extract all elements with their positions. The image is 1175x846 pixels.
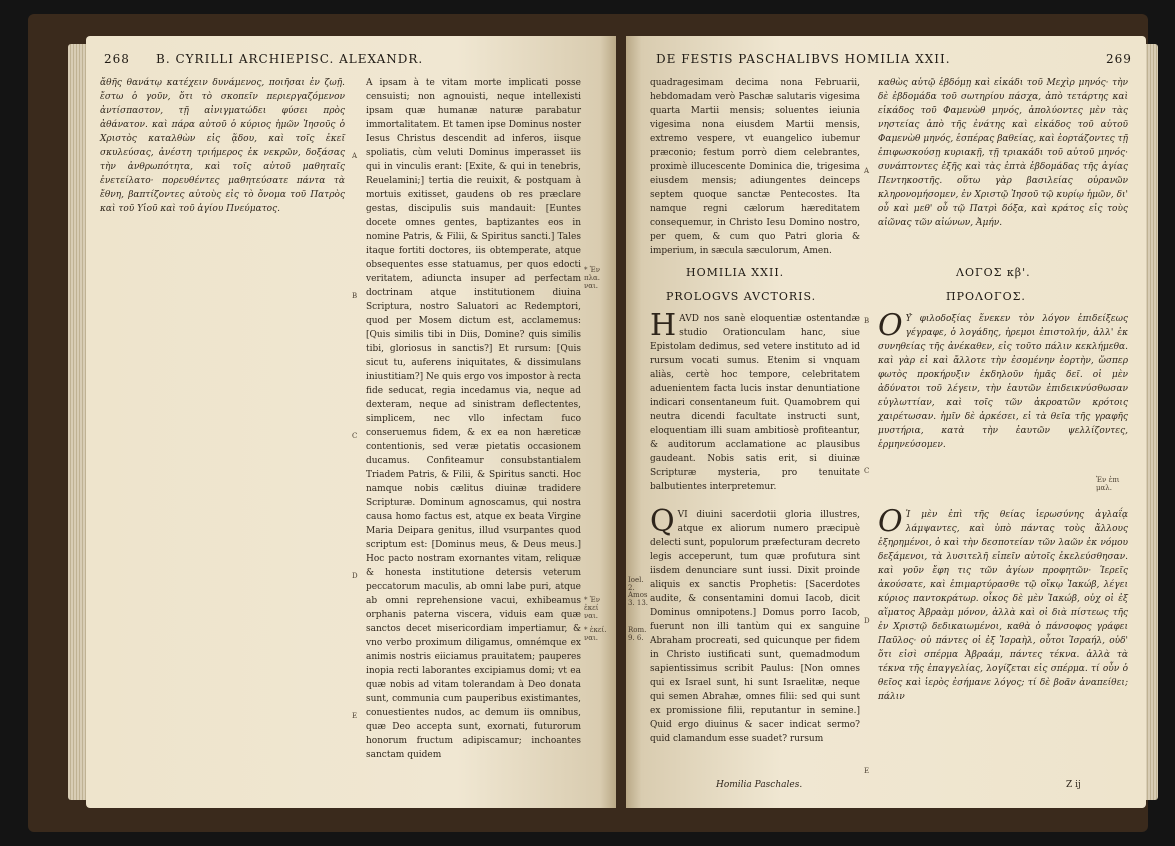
drop-cap-q: Q	[650, 504, 675, 539]
margin-letter-a: A	[352, 152, 358, 160]
prologue-greek-column	[878, 308, 1128, 498]
left-running-head: B. CYRILLI ARCHIEPISC. ALEXANDR.	[156, 52, 424, 66]
right-latin-top: quadragesimam decima nona Februarii, hebdomadam verò Paschæ salutaris vigesima quarta Martii mensis; soluentes ieiunia vigesima nona eiusdem Martii mensis, extremo vespere, vt euangelico iubemur præconio; festum porrò diem celebrantes, proximè illucescente Dominica die, trigesima eiusdem mensis; adiungentes deinceps septem quoque sanctæ Pentecostes. Ita namque regni cælorum hæreditatem consequemur, in Christo Iesu Domino nostro, per quem, & cum quo Patri gloria & imperium, in sæcula sæculorum, Amen.	[650, 78, 860, 256]
prologue-latin-text: AVD nos sanè eloquentiæ ostentandæ studio Orationculam hanc, siue Epistolam dedimus, sed vetere instituto ad id rursum vocati sumus. Etenim si vnquam aliàs, certè hoc tempore, celebritatem aduenientem facta lucis instar denuntiatione indicari consentaneum fuit. Quamobrem qui neutra dicendi facultate instructi sunt, eloquentiam illi suam ambitiosè profiteantur, & auditorum acclamatione ac plausibus gaudeant. Nobis satis erit, si diuinæ Scripturæ mysteria, pro tenuitate balbutientes interpretemur.	[650, 314, 860, 492]
left-page-number: 268	[104, 52, 130, 66]
margin-letter-b: B	[352, 292, 358, 300]
footer-sheet-mark: Z ij	[1066, 780, 1081, 790]
right-greek-top: καθὼς αὐτῷ ἑβδόμῃ καὶ εἰκάδι τοῦ Μεχὶρ μηνός· τὴν δὲ ἑβδομάδα τοῦ σωτηρίου πάσχα, ἀπὸ τετάρτης καὶ εἰκάδος τοῦ Φαμενὼθ μηνός, ἀπολύοντες μὲν τὰς νηστείας ἀπὸ τῆς ἐνάτης καὶ εἰκάδος τοῦ αὐτοῦ Φαμενὼθ μηνός, ἑσπέρας βαθείας, καὶ ἑορτάζοντες τῇ ἐπιφωσκούσῃ κυριακῇ, τῇ τριακάδι τοῦ αὐτοῦ μηνός· συνάπτοντες ἑξῆς καὶ τὰς ἑπτὰ ἑβδομάδας τῆς ἁγίας Πεντηκοστῆς. οὕτω γὰρ βασιλείας οὐρανῶν κληρονομήσομεν, ἐν Χριστῷ Ἰησοῦ τῷ κυρίῳ ἡμῶν, δι' οὗ καὶ μεθ' οὗ τῷ Πατρὶ δόξα, καὶ κράτος εἰς τοὺς αἰῶνας τῶν αἰώνων, Ἀμήν.	[878, 78, 1128, 228]
prologue-title-greek: ΠΡΟΛΟΓΟΣ.	[946, 290, 1026, 303]
book-spread	[28, 14, 1148, 832]
homily-greek-column	[878, 504, 1128, 776]
left-greek-text: ἄθῆς θανάτῳ κατέχειν δυνάμενος, ποιῆσαι ἐν ζωῇ. ἔστω ὁ γοῦν, ὅτι τὸ σκοπεῖν περιεργαζόμενον ἀντίσπαστον, τῇ αἰνιγματώδει φύσει πρὸς ἀθάνατον. καὶ πάρα αὐτοῦ ὁ κύριος ἡμῶν Ἰησοῦς ὁ Χριστὸς καταλθὼν εἰς ᾅδου, καὶ τοῖς ἐκεῖ σκυλεύσας, ἀνέστη τριήμερος ἐκ νεκρῶν, δοξάσας τὴν ἀνθρωπότητα, καὶ τοῖς αὐτοῦ μαθηταῖς ἐνετείλατο· πορευθέντες μαθητεύσατε πάντα τὰ ἔθνη, βαπτίζοντες αὐτοὺς εἰς τὸ ὄνομα τοῦ Πατρὸς καὶ τοῦ Υἱοῦ καὶ τοῦ ἁγίου Πνεύματος.	[100, 78, 345, 214]
right-running-head: DE FESTIS PASCHALIBVS HOMILIA XXII.	[656, 52, 951, 66]
right-margin-note-3: Rom. 9. 6.	[628, 626, 647, 642]
left-page	[86, 36, 616, 808]
homily-latin-column	[650, 504, 860, 776]
margin-letter-d: D	[352, 572, 358, 580]
right-margin-note-1: Ioel. 2.	[628, 576, 644, 592]
prologue-latin-column	[650, 308, 860, 498]
margin-letter-c: C	[352, 432, 358, 440]
right-margin-note-2: Amos 3. 13.	[628, 591, 649, 607]
left-margin-note-2: * Ἐν ἐκεί ναι.	[584, 596, 600, 620]
left-latin-column	[366, 76, 581, 796]
left-latin-text: A ipsam à te vitam morte implicati posse censuisti; non agnouisti, neque intellexisti ipsam quæ humanæ naturæ parabatur immortalitatem. Et tamen ipse Dominus noster Iesus Christus descendit ad inferos, iisque spoliatis, cùm veluti Dominus imperasset iis qui in vinculis erant: [Exite, & qui in tenebris, Reuelamini;] tertia die reuixit, & postquam à mortuis exitisset, gaudens ob res præclare gestas, discipulis suis mandauit: [Euntes docete omnes gentes, baptizantes eos in nomine Patris, & Filii, & Spiritus sancti.] Tales itaque fortiti doctores, iis obtemperate, atque obsequentes esse statuamus, per quos edocti veritatem, adiuncta insuper ad perfectam doctrinam atque institutionem diuina Scriptura, nostro Saluatori ac Redemptori, quod per Mosem dictum est, acclamemus: [Quis similis tibi in Diis, Domine? quis similis tibi, gloriosus in sanctis?] Et rursum: [Quis sicut tu, auferens iniquitates, & dissimulans iniustitiam?] Ne quis ergo vos impostor à recta fide seducat, regia incedamus via, neque ad dexteram, neque ad sinistram deflectentes, simplicem, nec vllo infectam fuco conseruemus fidem, & ex ea non hæreticæ contentionis, sed veræ pietatis occasionem ducamus. Confiteamur consubstantialem Triadem Patris, & Filii, & Spiritus sancti. Hoc namque nobis cælitus diuinæ tradidere Scripturæ. Dominum agnoscamus, qui nostra causa homo factus est, atque ex beata Virgine Maria Deipara genitus, illud vsurpantes quod scriptum est: [Dominus meus, & Deus meus.] Hoc pacto nostram exornantes vitam, reliquæ & honesta institutione detersis veterum peccatorum maculis, ab omni labe puri, atque ab omni reprehensione vacui, exhibeamus orphanis paterna viscera, viduis eam quæ sanctos decet misericordiam impertiamur, & vno verbo proximum diligamus, omnémque ex animis nostris eiiciamus prauitatem; pauperes inopia recti laborantes excipiamus domi; vt ea quæ nobis ad vitam tolerandam à Deo donata sunt, communia cum pauperibus existimantes, conuestientes nudos, ac demum iis omnibus, quæ Deo accepta sunt, exornati, futurorum honorum fructum adipiscamur; inchoantes sanctam quidem	[366, 78, 581, 760]
homily-title-latin: HOMILIA XXII.	[686, 266, 785, 279]
right-page-number: 269	[1106, 52, 1132, 66]
left-greek-column	[100, 76, 345, 796]
left-margin-letters	[352, 86, 362, 786]
homily-title-greek: ΛΟΓΟΣ κβ'.	[956, 266, 1031, 279]
margin-letter-e: E	[352, 712, 358, 720]
page-edges-left	[68, 44, 88, 800]
prologue-title-latin: PROLOGVS AVCTORIS.	[666, 290, 817, 303]
drop-cap-o-2: Ο	[878, 504, 903, 539]
homily-greek-text: Ἱ μὲν ἐπὶ τῆς θείας ἱερωσύνης ἀγλαΐᾳ λάμψαντες, καὶ ὑπὸ πάντας τοὺς ἄλλους ἐξηρημένοι, ὁ καὶ τὴν δεσποτείαν τῶν λαῶν ἐκ νόμου δεξάμενοι, τὰ λυσιτελῆ εἰπεῖν αὐτοῖς ἐκελεύσθησαν. καὶ γοῦν ἔφη τις τῶν ἁγίων προφητῶν· Ἱερεῖς ἀκούσατε, καὶ ἐπιμαρτύρασθε τῷ οἴκῳ Ἰακώβ, λέγει κύριος παντοκράτωρ. οἶκος δὲ μὲν Ἰακώβ, οὐχ οἱ ἐξ αἵματος Ἀβραὰμ μόνον, ἀλλὰ καὶ οἱ διὰ πίστεως τῆς ἐν Χριστῷ δεδικαιωμένοι, καθὰ ὁ πάνσοφος γράφει Παῦλος· οὐ πάντες οἱ ἐξ Ἰσραὴλ, οὗτοι Ἰσραήλ, οὐδ' ὅτι εἰσὶ σπέρμα Ἀβραάμ, πάντες τέκνα. ἀλλὰ τὰ τέκνα τῆς ἐπαγγελίας, λογίζεται εἰς σπέρμα. τί οὖν ὁ θεῖος καὶ ἱερὸς ἐσήμανε λόγος; τί δὲ βοᾶν ἀναπείθει; πάλιν	[878, 510, 1128, 702]
drop-cap-o-1: Ο	[878, 308, 903, 343]
footer-signature: Homilia Paschales.	[716, 780, 803, 790]
left-margin-note-1: * Ἐν πλα. ναι.	[584, 266, 600, 290]
drop-cap-h: H	[650, 308, 677, 343]
prologue-greek-text: Υ̓ φιλοδοξίας ἕνεκεν τὸν λόγον ἐπιδείξεως γέγραφε, ὁ λογάδης, ἠρεμοι ἐπιστολήν, ἀλλ' ἐκ συνηθείας τῆς ἀνέκαθεν, εἰς τοῦτο πάλιν κεκλήμεθα. καὶ γὰρ εἰ καὶ ἄλλοτε τὴν ἐσομένην ἑορτὴν, ὥσπερ φωτὸς προκήρυξιν ἐκδηλοῦν ἡμᾶς δεῖ. οἱ μὲν ἀδύνατοι τοῦ λέγειν, τὴν ἑαυτῶν ἐπιδεικνύσθωσαν εὐγλωττίαν, καὶ τοῖς τῶν ἀκροατῶν κρότοις χαιρέτωσαν. ἡμῖν δὲ ἀρκέσει, εἰ τὰ θεῖα τῆς γραφῆς μυστήρια, κατὰ τὴν ἑαυτῶν ψελλίζοντες, ἑρμηνεύσομεν.	[878, 314, 1128, 450]
right-page	[626, 36, 1146, 808]
right-margin-letters: A B C D E	[864, 167, 870, 775]
homily-latin-text: VI diuini sacerdotii gloria illustres, atque ex aliorum numero præcipuè delecti sunt, populorum præfecturam decreto legis acceperunt, tum quæ profutura sint iisdem denunciare sunt iussi. Dixit proinde aliquis ex sanctis Prophetis: [Sacerdotes audite, & consentamini domui Iacob, dicit Dominus omnipotens.] Domus porro Iacob, fuerunt non illi tantùm qui ex sanguine Abraham procreati, sed quicunque per fidem in Christo iustificati sunt, quemadmodum sapientissimus scribit Paulus: [Non omnes qui ex Israel sunt, hi sunt Israelitæ, neque qui semen Abrahæ, omnes filii: sed qui sunt ex promissione filii, reputantur in semine.] Quid ergo diuinus & sacer indicat sermo? quid clamandum esse suadet? rursum	[650, 510, 860, 744]
page-edges-right	[1144, 44, 1158, 800]
left-margin-note-3: * ἐκεί. ναι.	[584, 626, 607, 642]
right-margin-note-4: Ἐν ἐπι μαλ.	[1096, 476, 1120, 492]
